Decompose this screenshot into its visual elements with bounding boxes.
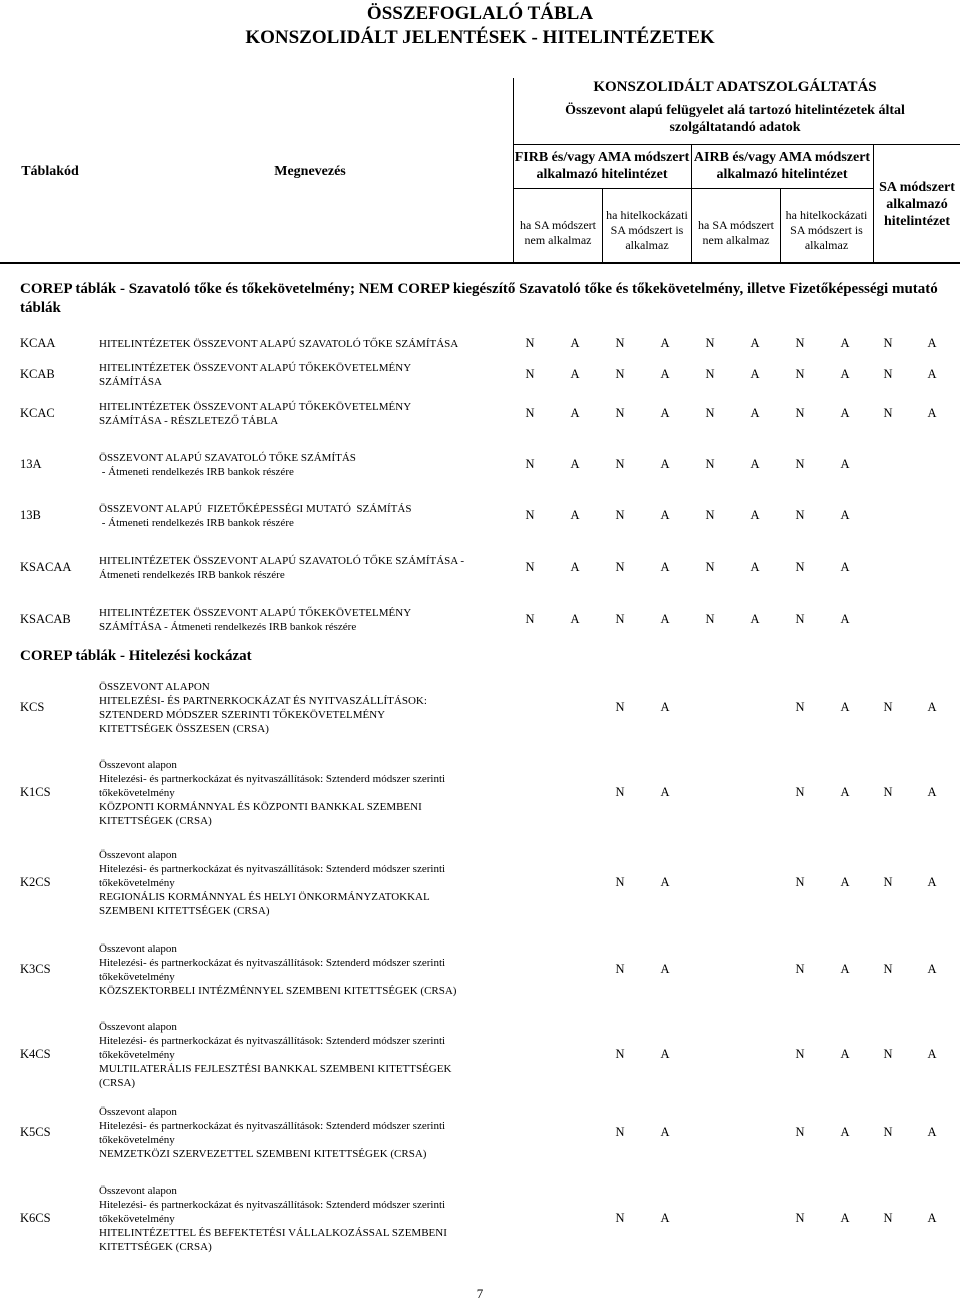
row-code: K4CS [20,1047,51,1061]
row-cell: N [615,508,625,522]
row-cell: A [660,785,670,799]
row-cell: A [840,336,850,350]
row-cell: A [660,612,670,626]
row-cell: N [883,785,893,799]
row-code: K6CS [20,1211,51,1225]
row-cell: A [927,1211,937,1225]
col-header-firb-nem: ha SA módszert nem alkalmaz [520,218,596,247]
row-code: KSACAA [20,560,72,574]
row-cell: N [615,1125,625,1139]
row-description-line: Hitelezési- és partnerkockázat és nyitvaszállítások: Sztenderd módszer szerinti [99,957,446,969]
row-cell: N [795,785,805,799]
row-code: 13B [20,508,41,522]
row-cell: A [840,1125,850,1139]
row-description-line: tőkekövetelmény [99,971,175,983]
row-code: KCAA [20,336,56,350]
row-cell: N [525,457,535,471]
row-code: KSACAB [20,612,71,626]
row-description-line: ÖSSZEVONT ALAPÚ SZAVATOLÓ TŐKE SZÁMÍTÁS [99,452,356,464]
row-cell: N [795,457,805,471]
row-description-line: tőkekövetelmény [99,1134,175,1146]
row-cell: N [525,406,535,420]
row-cell: N [883,962,893,976]
row-cell: N [615,1047,625,1061]
row-description-line: HITELINTÉZETEK ÖSSZEVONT ALAPÚ TŐKEKÖVETELMÉNY [99,401,412,413]
row-description-line: ÖSSZEVONT ALAPON [99,681,210,693]
row-cell: A [660,962,670,976]
row-cell: A [840,612,850,626]
row-cell: A [660,457,670,471]
row-cell: A [660,560,670,574]
row-code: K5CS [20,1125,51,1139]
row-description-line: HITELINTÉZETEK ÖSSZEVONT ALAPÚ SZAVATOLÓ TŐKE SZÁMÍTÁSA [99,338,459,350]
row-cell: N [705,367,715,381]
row-cell: A [927,875,937,889]
row-description-line: SZEMBENI KITETTSÉGEK (CRSA) [99,905,270,917]
col-header-sa: SA módszert alkalmazó hitelintézet [879,180,955,229]
row-description-line: Összevont alapon [99,849,177,861]
row-cell: N [883,336,893,350]
row-description-line: tőkekövetelmény [99,877,175,889]
row-cell: A [927,406,937,420]
row-description-line: Hitelezési- és partnerkockázat és nyitvaszállítások: Sztenderd módszer szerinti [99,1199,446,1211]
row-description-line: KITETTSÉGEK (CRSA) [99,1241,212,1253]
row-cell: N [525,508,535,522]
row-cell: A [570,367,580,381]
row-description-line: HITELINTÉZETEK ÖSSZEVONT ALAPÚ SZAVATOLÓ TŐKE SZÁMÍTÁSA - [99,555,465,567]
row-cell: A [570,336,580,350]
row-cell: A [840,406,850,420]
row-description-line: KÖZSZEKTORBELI INTÉZMÉNNYEL SZEMBENI KITETTSÉGEK (CRSA) [99,985,457,997]
row-cell: A [927,962,937,976]
page-number: 7 [476,1286,484,1301]
row-cell: N [795,1125,805,1139]
row-cell: N [883,875,893,889]
row-cell: N [795,336,805,350]
row-cell: A [660,508,670,522]
row-code: KCS [20,700,45,714]
header-rule [691,144,692,262]
row-cell: A [750,457,760,471]
row-cell: A [750,367,760,381]
header-rule [513,144,960,145]
row-cell: N [883,367,893,381]
col-header-airb-nem: ha SA módszert nem alkalmaz [698,218,774,247]
row-cell: A [660,1211,670,1225]
row-cell: N [795,700,805,714]
row-cell: N [705,560,715,574]
row-description-line: tőkekövetelmény [99,1213,175,1225]
row-cell: A [840,457,850,471]
row-cell: A [927,785,937,799]
row-code: KCAB [20,367,55,381]
row-cell: A [927,367,937,381]
row-description-line: (CRSA) [99,1077,136,1089]
row-code: 13A [20,457,42,471]
row-cell: N [615,367,625,381]
row-cell: N [795,1211,805,1225]
row-cell: A [750,336,760,350]
row-cell: A [660,875,670,889]
row-cell: A [570,406,580,420]
row-cell: A [840,367,850,381]
row-cell: N [525,560,535,574]
row-cell: A [927,700,937,714]
row-description-line: SZÁMÍTÁSA [99,376,162,388]
section-heading-capital: COREP táblák - Szavatoló tőke és tőkekövetelmény; NEM COREP kiegészítő Szavatoló tőke és tőkekövetelmény, illetve Fizetőképességi mutató táblák [20,281,938,316]
row-cell: A [840,875,850,889]
row-cell: A [660,1125,670,1139]
row-cell: N [615,875,625,889]
row-cell: N [883,1125,893,1139]
row-cell: N [525,612,535,626]
row-description-line: SZÁMÍTÁSA - RÉSZLETEZŐ TÁBLA [99,415,279,427]
col-header-airb: AIRB és/vagy AMA módszert alkalmazó hitelintézet [693,150,871,182]
row-cell: N [615,785,625,799]
row-cell: N [795,875,805,889]
row-cell: A [660,700,670,714]
row-cell: N [705,612,715,626]
header-rule [780,188,781,262]
page-title: ÖSSZEFOGLALÓ TÁBLA [366,3,594,24]
page-subtitle: KONSZOLIDÁLT JELENTÉSEK - HITELINTÉZETEK [245,27,715,48]
row-cell: N [615,457,625,471]
row-cell: N [883,1047,893,1061]
row-cell: N [883,700,893,714]
row-description-line: - Átmeneti rendelkezés IRB bankok részére [99,466,294,478]
row-description-line: KITETTSÉGEK (CRSA) [99,815,212,827]
row-cell: A [840,1211,850,1225]
row-cell: N [795,367,805,381]
row-code: K3CS [20,962,51,976]
row-cell: N [705,336,715,350]
row-cell: A [660,1047,670,1061]
row-description-line: SZÁMÍTÁSA - Átmeneti rendelkezés IRB bankok részére [99,621,357,633]
col-header-name: Megnevezés [274,164,346,179]
row-description-line: tőkekövetelmény [99,787,175,799]
row-cell: N [615,1211,625,1225]
row-cell: A [570,560,580,574]
row-description-line: HITELINTÉZETTEL ÉS BEFEKTETÉSI VÁLLALKOZÁSSAL SZEMBENI [99,1227,447,1239]
row-cell: N [795,508,805,522]
row-description-line: Összevont alapon [99,1021,177,1033]
row-cell: A [750,508,760,522]
header-rule [602,188,603,262]
row-description-line: HITELINTÉZETEK ÖSSZEVONT ALAPÚ TŐKEKÖVETELMÉNY [99,607,412,619]
row-description-line: KÖZPONTI KORMÁNNYAL ÉS KÖZPONTI BANKKAL SZEMBENI [99,801,422,813]
row-description-line: Összevont alapon [99,1185,177,1197]
row-description-line: tőkekövetelmény [99,1049,175,1061]
row-description-line: Hitelezési- és partnerkockázat és nyitvaszállítások: Sztenderd módszer szerinti [99,1120,446,1132]
row-description-line: ÖSSZEVONT ALAPÚ FIZETŐKÉPESSÉGI MUTATÓ SZÁMÍTÁS [99,503,412,515]
row-cell: A [660,367,670,381]
row-cell: N [615,700,625,714]
row-cell: A [660,406,670,420]
row-cell: A [570,457,580,471]
col-header-code: Táblakód [21,164,79,179]
row-cell: N [795,1047,805,1061]
row-description-line: HITELEZÉSI- ÉS PARTNERKOCKÁZAT ÉS NYITVASZÁLLÍTÁSOK: [99,695,427,707]
row-cell: A [750,612,760,626]
row-cell: A [750,406,760,420]
row-cell: A [840,560,850,574]
row-description-line: REGIONÁLIS KORMÁNNYAL ÉS HELYI ÖNKORMÁNYZATOKKAL [99,891,430,903]
row-cell: N [705,406,715,420]
row-cell: A [927,336,937,350]
row-description-line: Összevont alapon [99,1106,177,1118]
row-description-line: SZTENDERD MÓDSZER SZERINTI TŐKEKÖVETELMÉNY [99,709,386,721]
row-cell: A [840,700,850,714]
row-cell: A [840,962,850,976]
row-cell: N [795,560,805,574]
row-cell: A [927,1047,937,1061]
group-subtitle: Összevont alapú felügyelet alá tartozó hitelintézetek által szolgáltatandó adatok [565,103,905,135]
row-cell: A [750,560,760,574]
row-cell: N [615,962,625,976]
header-rule [513,78,514,262]
row-cell: A [927,1125,937,1139]
row-cell: N [795,962,805,976]
row-cell: N [525,367,535,381]
row-cell: A [570,508,580,522]
row-cell: N [883,406,893,420]
col-header-airb-is: ha hitelkockázati SA módszert is alkalmaz [785,208,868,252]
row-description-line: - Átmeneti rendelkezés IRB bankok részére [99,517,294,529]
row-description-line: HITELINTÉZETEK ÖSSZEVONT ALAPÚ TŐKEKÖVETELMÉNY [99,362,412,374]
row-description-line: MULTILATERÁLIS FEJLESZTÉSI BANKKAL SZEMBENI KITETTSÉGEK [99,1063,452,1075]
row-cell: N [705,457,715,471]
row-description-line: Hitelezési- és partnerkockázat és nyitvaszállítások: Sztenderd módszer szerinti [99,863,446,875]
row-cell: N [615,612,625,626]
row-cell: N [615,336,625,350]
row-description-line: Összevont alapon [99,943,177,955]
row-description-line: KITETTSÉGEK ÖSSZESEN (CRSA) [99,723,269,735]
row-cell: A [840,1047,850,1061]
col-header-firb: FIRB és/vagy AMA módszert alkalmazó hitelintézet [514,150,690,182]
row-description-line: NEMZETKÖZI SZERVEZETTEL SZEMBENI KITETTSÉGEK (CRSA) [99,1148,427,1160]
row-cell: A [660,336,670,350]
col-header-firb-is: ha hitelkockázati SA módszert is alkalmaz [606,208,688,252]
row-code: K1CS [20,785,51,799]
row-description-line: Hitelezési- és partnerkockázat és nyitvaszállítások: Sztenderd módszer szerinti [99,773,446,785]
section-heading-credit-risk: COREP táblák - Hitelezési kockázat [20,648,252,664]
header-bottom-rule [0,262,960,264]
row-description-line: Hitelezési- és partnerkockázat és nyitvaszállítások: Sztenderd módszer szerinti [99,1035,446,1047]
row-code: KCAC [20,406,55,420]
header-rule [873,144,874,262]
row-cell: A [840,785,850,799]
row-cell: N [795,406,805,420]
row-cell: N [883,1211,893,1225]
row-cell: A [570,612,580,626]
row-cell: N [705,508,715,522]
row-cell: A [840,508,850,522]
row-description-line: Átmeneti rendelkezés IRB bankok részére [99,569,285,581]
row-cell: N [795,612,805,626]
row-cell: N [525,336,535,350]
header-rule [513,188,873,189]
row-code: K2CS [20,875,51,889]
row-cell: N [615,406,625,420]
row-cell: N [615,560,625,574]
row-description-line: Összevont alapon [99,759,177,771]
group-title: KONSZOLIDÁLT ADATSZOLGÁLTATÁS [593,79,877,95]
